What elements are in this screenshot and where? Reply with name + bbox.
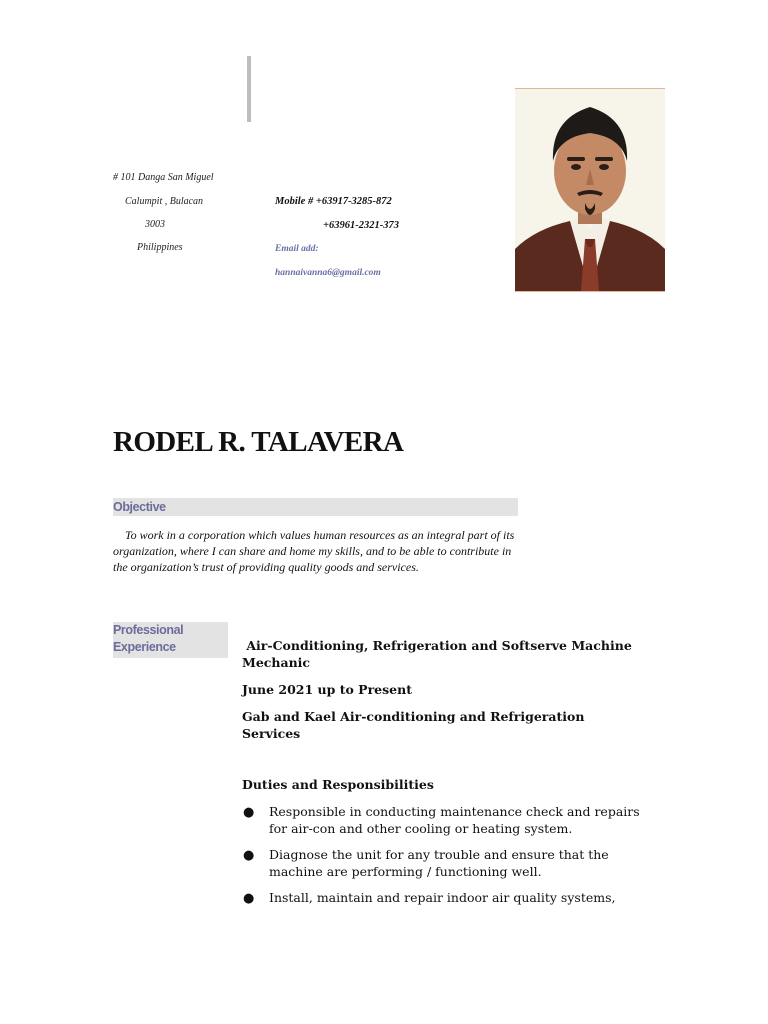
bullet-icon: ● — [243, 805, 255, 820]
mobile-number: Mobile # +63917-3285-872 — [275, 196, 392, 207]
duties-list — [242, 804, 652, 917]
duties-heading: Duties and Responsibilities — [242, 777, 434, 792]
bullet-icon: ● — [243, 848, 255, 863]
email-label: Email add: — [275, 244, 319, 254]
mobile-number-2: +63961-2321-373 — [323, 220, 399, 231]
duty-text: Diagnose the unit for any trouble and ensure that the machine are performing / functioning well. — [269, 847, 609, 879]
header-divider-bar — [247, 56, 251, 122]
email-address[interactable]: hannaivanna6@gmail.com — [275, 268, 381, 278]
job-title-text: Air-Conditioning, Refrigeration and Softserve Machine Mechanic — [242, 638, 632, 670]
candidate-name: RODEL R. TALAVERA — [113, 426, 404, 458]
duty-text: Install, maintain and repair indoor air quality systems, — [269, 890, 616, 905]
experience-heading — [113, 622, 228, 658]
address-line-3: 3003 — [145, 219, 165, 230]
experience-heading-line-2: Experience — [113, 640, 176, 654]
objective-text — [113, 527, 523, 575]
job-title — [242, 637, 652, 671]
objective-text-content: To work in a corporation which values human resources as an integral part of its organization, where I can share and home my skills, and to be able to contribute in the organization’s trust of providing quality goods and services. — [113, 528, 515, 574]
company-name: Gab and Kael Air-conditioning and Refrigeration Services — [242, 709, 585, 741]
list-item — [242, 804, 652, 837]
list-item — [242, 847, 652, 880]
job-dates: June 2021 up to Present — [242, 682, 412, 697]
experience-heading-line-1: Professional — [113, 623, 184, 637]
profile-photo — [515, 88, 665, 292]
objective-heading: Objective — [113, 498, 518, 516]
list-item — [242, 890, 652, 907]
duty-text: Responsible in conducting maintenance check and repairs for air-con and other cooling or heating system. — [269, 804, 640, 836]
bullet-icon: ● — [243, 891, 255, 906]
address-line-2: Calumpit , Bulacan — [125, 196, 204, 207]
address-line-4: Philippines — [137, 242, 183, 253]
address-line-1: # 101 Danga San Miguel — [113, 172, 214, 183]
